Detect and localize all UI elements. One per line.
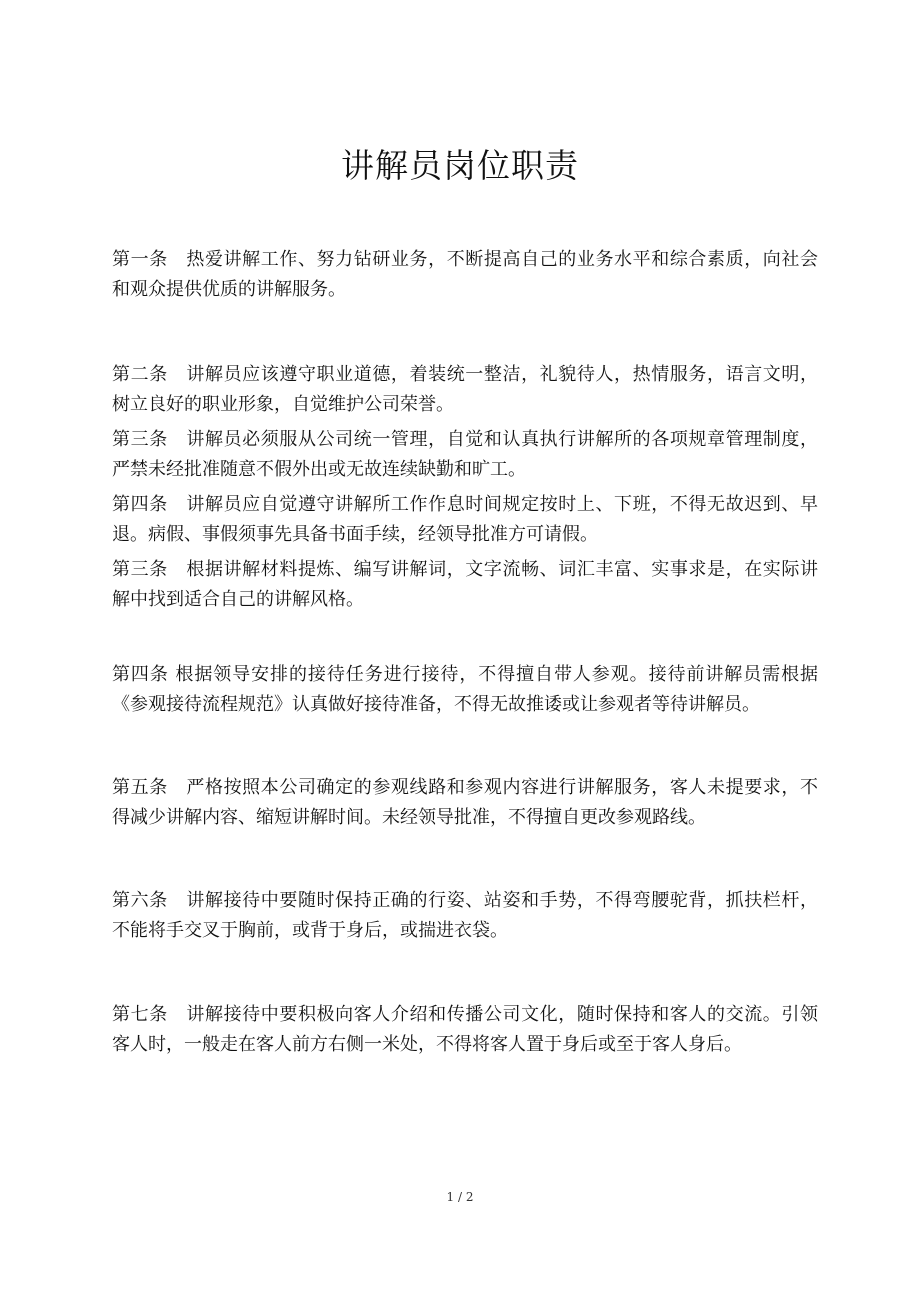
article-line: 第五条 严格按照本公司确定的参观线路和参观内容进行讲解服务，客人未提要求，不: [112, 777, 818, 798]
article-line: 第三条 讲解员必须服从公司统一管理，自觉和认真执行讲解所的各项规章管理制度，: [112, 429, 818, 450]
article-line: 和观众提供优质的讲解服务。: [112, 279, 346, 300]
article-line: 第四条 讲解员应自觉遵守讲解所工作作息时间规定按时上、下班，不得无故迟到、早: [112, 494, 818, 515]
article-1: [112, 245, 818, 305]
article-2: [112, 360, 818, 420]
article-line: 第一条 热爱讲解工作、努力钻研业务，不断提高自己的业务水平和综合素质，向社会: [112, 249, 818, 270]
article-line: 第四条 根据领导安排的接待任务进行接待，不得擅自带人参观。接待前讲解员需根据: [112, 664, 818, 685]
article-line: 第三条 根据讲解材料提炼、编写讲解词，文字流畅、词汇丰富、实事求是，在实际讲: [112, 559, 818, 580]
article-line: 得减少讲解内容、缩短讲解时间。未经领导批准，不得擅自更改参观路线。: [112, 807, 706, 828]
document-title: 讲解员岗位职责: [341, 146, 579, 185]
article-6: [112, 660, 818, 720]
article-4: [112, 490, 818, 550]
article-line: 客人时，一般走在客人前方右侧一米处，不得将客人置于身后或至于客人身后。: [112, 1034, 742, 1055]
article-line: 第七条 讲解接待中要积极向客人介绍和传播公司文化，随时保持和客人的交流。引领: [112, 1004, 818, 1025]
article-7: [112, 773, 818, 833]
article-line: 解中找到适合自己的讲解风格。: [112, 589, 364, 610]
page-number: 1 / 2: [446, 1190, 474, 1204]
article-line: 《参观接待流程规范》认真做好接待准备，不得无故推诿或让参观者等待讲解员。: [112, 694, 760, 715]
article-line: 树立良好的职业形象，自觉维护公司荣誉。: [112, 394, 454, 415]
article-8: [112, 886, 818, 946]
article-line: 第二条 讲解员应该遵守职业道德，着装统一整洁，礼貌待人，热情服务，语言文明，: [112, 364, 818, 385]
article-3: [112, 425, 818, 485]
article-5: [112, 555, 818, 615]
article-line: 不能将手交叉于胸前，或背于身后，或揣进衣袋。: [112, 920, 508, 941]
article-line: 严禁未经批准随意不假外出或无故连续缺勤和旷工。: [112, 459, 526, 480]
article-line: 第六条 讲解接待中要随时保持正确的行姿、站姿和手势，不得弯腰驼背，抓扶栏杆，: [112, 890, 818, 911]
article-line: 退。病假、事假须事先具备书面手续，经领导批准方可请假。: [112, 524, 598, 545]
article-9: [112, 1000, 818, 1060]
